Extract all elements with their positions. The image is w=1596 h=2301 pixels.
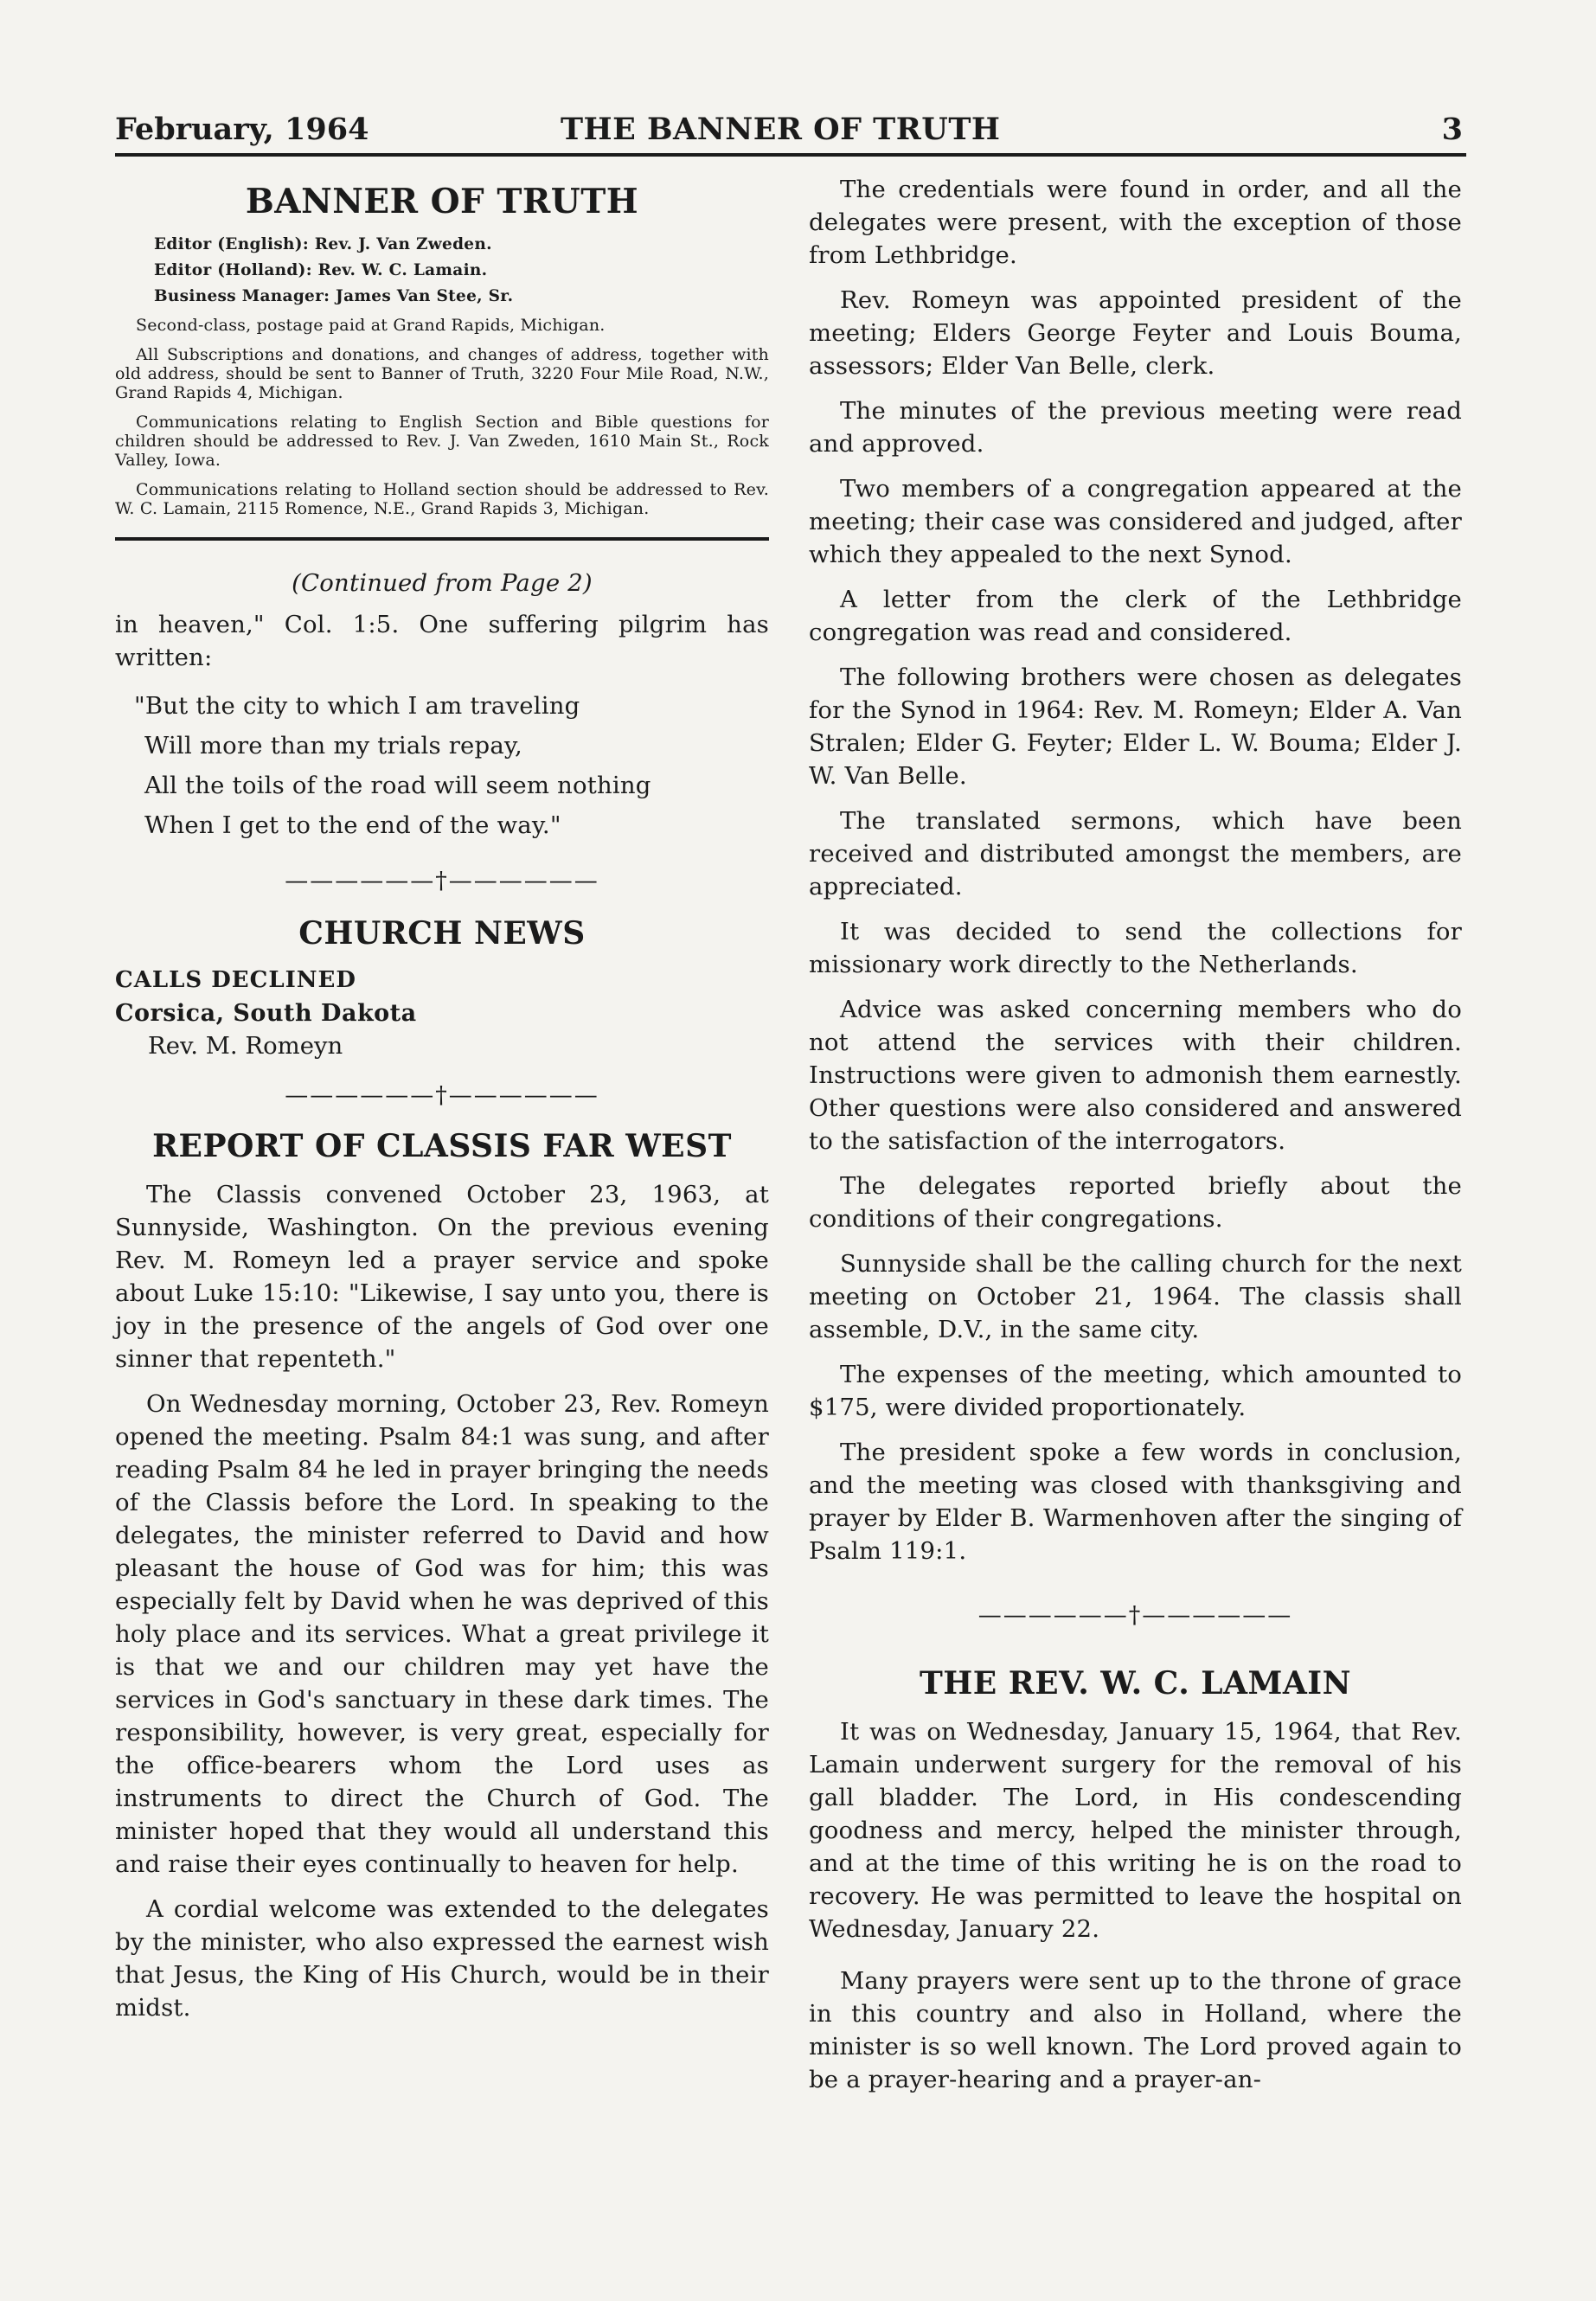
paragraph: A letter from the clerk of the Lethbridge congregation was read and considered. — [809, 586, 1462, 646]
paragraph: Rev. Romeyn was appointed president of the meeting; Elders George Feyter and Louis Bouma, assessors; Elder Van Belle, clerk. — [809, 286, 1462, 380]
lamain-section — [809, 1667, 1462, 2096]
paragraph: The expenses of the meeting, which amounted to $175, were divided proportionately. — [809, 1361, 1462, 1421]
church-news-heading: CHURCH NEWS — [298, 915, 586, 952]
paragraph: The president spoke a few words in conclusion, and the meeting was closed with thanksgiving and prayer by Elder B. Warmenhoven after the singing of Psalm 119:1. — [809, 1439, 1462, 1565]
paragraph: The Classis convened October 23, 1963, at Sunnyside, Washington. On the previous evening Rev. M. Romeyn led a prayer service and spoke about Luke 15:10: "Likewise, I say unto you, there is joy in the presence of the angels of God over one sinner that repenteth." — [115, 1181, 769, 1373]
lamain-heading: THE REV. W. C. LAMAIN — [919, 1665, 1352, 1702]
poem-line: "But the city to which I am traveling — [134, 692, 580, 720]
poem-line: When I get to the end of the way." — [144, 811, 561, 839]
business-manager: Business Manager: James Van Stee, Sr. — [154, 287, 514, 305]
paragraph: Many prayers were sent up to the throne of grace in this country and also in Holland, where the minister is so well known. The Lord proved again to be a prayer-hearing and a prayer-an- — [809, 1967, 1462, 2093]
paragraph: Sunnyside shall be the calling church for the next meeting on October 21, 1964. The classis shall assemble, D.V., in the same city. — [809, 1250, 1462, 1343]
holland-section-note: Communications relating to Holland section should be addressed to Rev. W. C. Lamain, 2115 Romence, N.E., Grand Rapids 3, Michigan. — [115, 480, 769, 518]
paragraph: The minutes of the previous meeting were read and approved. — [809, 397, 1462, 458]
section-divider: ——————†—————— — [285, 1082, 599, 1109]
issue-date: February, 1964 — [115, 112, 369, 147]
continued-label: (Continued from Page 2) — [292, 569, 593, 597]
paragraph: On Wednesday morning, October 23, Rev. Romeyn opened the meeting. Psalm 84:1 was sung, and after reading Psalm 84 he led in prayer bringing the needs of the Classis before the Lord. In speaking to the delegates, the minister referred to David and how pleasant the house of God was for him; this was especially felt by David when he was deprived of this holy place and its services. What a great privilege it is that we and our children may yet have the services in God's sanctuary in these dark times. The responsibility, however, is very great, especially for the office-bearers whom the Lord uses as instruments to direct the Church of God. The minister hoped that they would all understand this and raise their eyes continually to heaven for help. — [115, 1390, 769, 1878]
left-column — [115, 173, 769, 2036]
continued-text: in heaven," Col. 1:5. One suffering pilgrim has written: — [115, 611, 769, 671]
classis-report-continued — [809, 173, 1462, 1567]
masthead-title: BANNER OF TRUTH — [245, 182, 639, 221]
editor-english: Editor (English): Rev. J. Van Zweden. — [154, 235, 492, 253]
masthead-rule — [115, 537, 769, 541]
publication-title: THE BANNER OF TRUTH — [561, 112, 1001, 147]
page-number: 3 — [1441, 112, 1463, 147]
section-divider: ——————†—————— — [977, 1602, 1293, 1629]
masthead — [115, 182, 769, 541]
right-column — [809, 173, 1462, 2108]
continued-section — [115, 567, 769, 845]
church-news-section — [115, 915, 769, 1060]
poem-line: Will more than my trials repay, — [144, 732, 522, 760]
classis-report-section — [115, 1130, 769, 2024]
paragraph: Two members of a congregation appeared at the meeting; their case was considered and judged, after which they appealed to the next Synod. — [809, 475, 1462, 568]
editor-holland: Editor (Holland): Rev. W. C. Lamain. — [154, 261, 488, 279]
english-section-note: Communications relating to English Section and Bible questions for children should be addressed to Rev. J. Van Zweden, 1610 Main St., Rock Valley, Iowa. — [115, 413, 769, 470]
paragraph: The credentials were found in order, and all the delegates were present, with the exception of those from Lethbridge. — [809, 176, 1462, 269]
paragraph: The following brothers were chosen as delegates for the Synod in 1964: Rev. M. Romeyn; Elder A. Van Stralen; Elder G. Feyter; Elder L. W. Bouma; Elder J. W. Van Belle. — [809, 663, 1462, 790]
section-divider: ——————†—————— — [285, 868, 599, 894]
paragraph: It was on Wednesday, January 15, 1964, that Rev. Lamain underwent surgery for the removal of his gall bladder. The Lord, in His condescending goodness and mercy, helped the minister through, and at the time of this writing he is on the road to recovery. He was permitted to leave the hospital on Wednesday, January 22. — [809, 1718, 1462, 1943]
calls-declined-heading: CALLS DECLINED — [115, 967, 356, 993]
paragraph: A cordial welcome was extended to the delegates by the minister, who also expressed the earnest wish that Jesus, the King of His Church, would be in their midst. — [115, 1895, 769, 2022]
paragraph: The translated sermons, which have been received and distributed amongst the members, are appreciated. — [809, 807, 1462, 901]
poem — [134, 686, 769, 845]
paragraph: It was decided to send the collections for missionary work directly to the Netherlands. — [809, 918, 1462, 978]
paragraph: The delegates reported briefly about the conditions of their congregations. — [809, 1172, 1462, 1233]
paragraph: Advice was asked concerning members who do not attend the services with their children. Instructions were given to admonish them earnestly. Other questions were also considered and answered to the satisfaction of the interrogators. — [809, 996, 1462, 1155]
classis-report-heading: REPORT OF CLASSIS FAR WEST — [152, 1128, 732, 1164]
call-place: Corsica, South Dakota — [115, 1000, 417, 1027]
poem-line: All the toils of the road will seem nothing — [144, 772, 651, 799]
postage-note: Second-class, postage paid at Grand Rapids, Michigan. — [136, 316, 606, 335]
call-name: Rev. M. Romeyn — [148, 1032, 343, 1060]
running-header — [115, 108, 1466, 157]
subscriptions-note: All Subscriptions and donations, and changes of address, together with old address, should be sent to Banner of Truth, 3220 Four Mile Road, N.W., Grand Rapids 4, Michigan. — [115, 345, 769, 402]
